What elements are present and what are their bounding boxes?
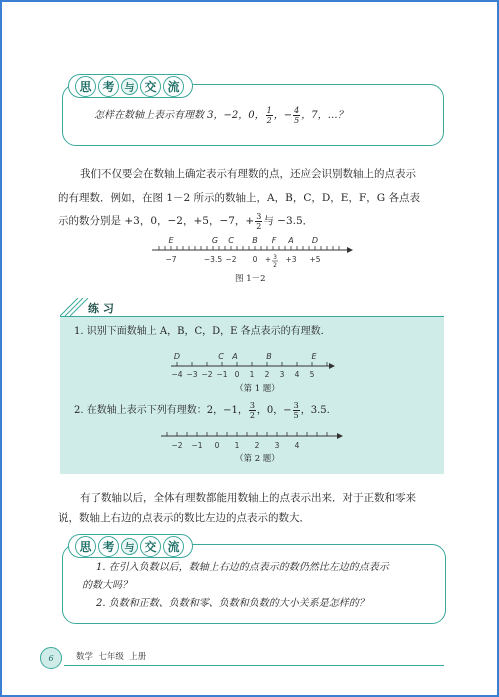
exercise-header (60, 298, 444, 317)
figure-1-2-number-line (147, 230, 357, 270)
exercise-2-caption: （第 2 题） (235, 454, 280, 464)
page-number: 6 (40, 647, 62, 669)
fraction: $\frac{1}{2}$ (266, 106, 272, 125)
tick-label: + (264, 255, 272, 264)
tick-label: 3 (274, 441, 280, 450)
footer-text: 数学 七年级 上册 (76, 652, 147, 662)
title-char: 考 (98, 76, 119, 97)
tick-label: 0 (252, 255, 258, 264)
tick-label: −1 (216, 370, 228, 379)
title-char: 思 (75, 536, 96, 557)
title-char: 交 (140, 536, 161, 557)
exercise-title: 练 习 (88, 302, 114, 315)
fraction: $\frac{3}{2}$ (256, 211, 262, 231)
fraction: $\frac{4}{5}$ (294, 106, 300, 125)
tick-label: −3.5 (203, 255, 223, 264)
point-label: A (232, 352, 238, 361)
point-label: B (252, 236, 258, 245)
paragraph-1-line-2: 的有理数．例如，在图 1－2 所示的数轴上，A，B，C，D，E，F，G 各点表 (58, 192, 420, 204)
tick-label: 0 (234, 370, 240, 379)
point-label: F (271, 236, 277, 245)
title-char: 思 (75, 76, 96, 97)
tick-label: 5 (309, 370, 315, 379)
think-box-1-title (68, 74, 193, 98)
title-char: 考 (98, 536, 119, 557)
think-box-2-q1-line-2: 的数大吗？ (82, 580, 132, 591)
exercise-question-1: 1. 识别下面数轴上 A，B，C，D，E 各点表示的有理数． (74, 326, 331, 337)
tick-label: 2 (264, 370, 270, 379)
tick-label: 1 (249, 370, 255, 379)
title-char: 与 (121, 78, 138, 95)
tick-label: 2 (273, 262, 277, 269)
think-box-2-title (68, 534, 193, 558)
paragraph-2-line-2: 说，数轴上右边的点表示的数比左边的点表示的数大． (58, 512, 310, 524)
tick-label: −7 (165, 255, 177, 264)
tick-label: +3 (285, 255, 297, 264)
paragraph-1-line-1: 我们不仅要会在数轴上确定表示有理数的点，还应会识别数轴上的点表示 (80, 168, 416, 180)
think-box-2-q2: 2. 负数和正数、负数和零、负数和负数的大小关系是怎样的？ (96, 598, 369, 609)
title-char: 流 (163, 76, 184, 97)
fraction: $\frac{3}{2}$ (249, 401, 255, 420)
point-label: E (168, 236, 174, 245)
fraction: $\frac{3}{5}$ (293, 401, 299, 420)
tick-label: −2 (201, 370, 213, 379)
tick-label: −2 (225, 255, 237, 264)
think-box-1-question: 怎样在数轴上表示有理数 3，−2，0， $\frac{1}{2}$ ，− $\frac{4}{5}$ ，7，…？ (94, 106, 348, 125)
point-label: E (311, 352, 317, 361)
point-label: D (173, 352, 181, 361)
exercise-1-caption: （第 1 题） (235, 384, 280, 394)
tick-label: 3 (273, 254, 277, 261)
figure-1-2-caption: 图 1－2 (235, 274, 266, 284)
exercise-2-number-line (157, 426, 347, 454)
tick-label: −1 (191, 441, 203, 450)
point-label: C (228, 236, 234, 245)
tick-label: 4 (294, 441, 300, 450)
point-label: G (211, 236, 219, 245)
point-label: A (288, 236, 294, 245)
title-char: 交 (140, 76, 161, 97)
point-label: D (311, 236, 319, 245)
tick-label: +5 (309, 255, 321, 264)
tick-label: 4 (294, 370, 300, 379)
think-box-2-q1-line-1: 1. 在引入负数以后，数轴上右边的点表示的数仍然比左边的点表示 (96, 562, 389, 573)
tick-label: −4 (171, 370, 183, 379)
paragraph-1-line-3: 示的数分别是 +3，0，−2，+5，−7，+ $\frac{3}{2}$ 与 −3.5． (58, 211, 314, 231)
title-char: 流 (163, 536, 184, 557)
tick-label: 2 (254, 441, 260, 450)
tick-label: 3 (279, 370, 285, 379)
paragraph-2-line-1: 有了数轴以后，全体有理数都能用数轴上的点表示出来．对于正数和零来 (80, 492, 416, 504)
exercise-question-2: 2. 在数轴上表示下列有理数：2，−1， $\frac{3}{2}$ ，0，− $\frac{3}{5}$ ，3.5. (74, 401, 330, 420)
tick-label: 1 (234, 441, 240, 450)
point-label: B (266, 352, 272, 361)
title-char: 与 (121, 538, 138, 555)
tick-label: 0 (214, 441, 220, 450)
point-label: C (218, 352, 224, 361)
exercise-1-number-line (167, 348, 337, 380)
tick-label: −2 (171, 441, 183, 450)
footer-rule (64, 665, 444, 666)
tick-label: −3 (186, 370, 198, 379)
